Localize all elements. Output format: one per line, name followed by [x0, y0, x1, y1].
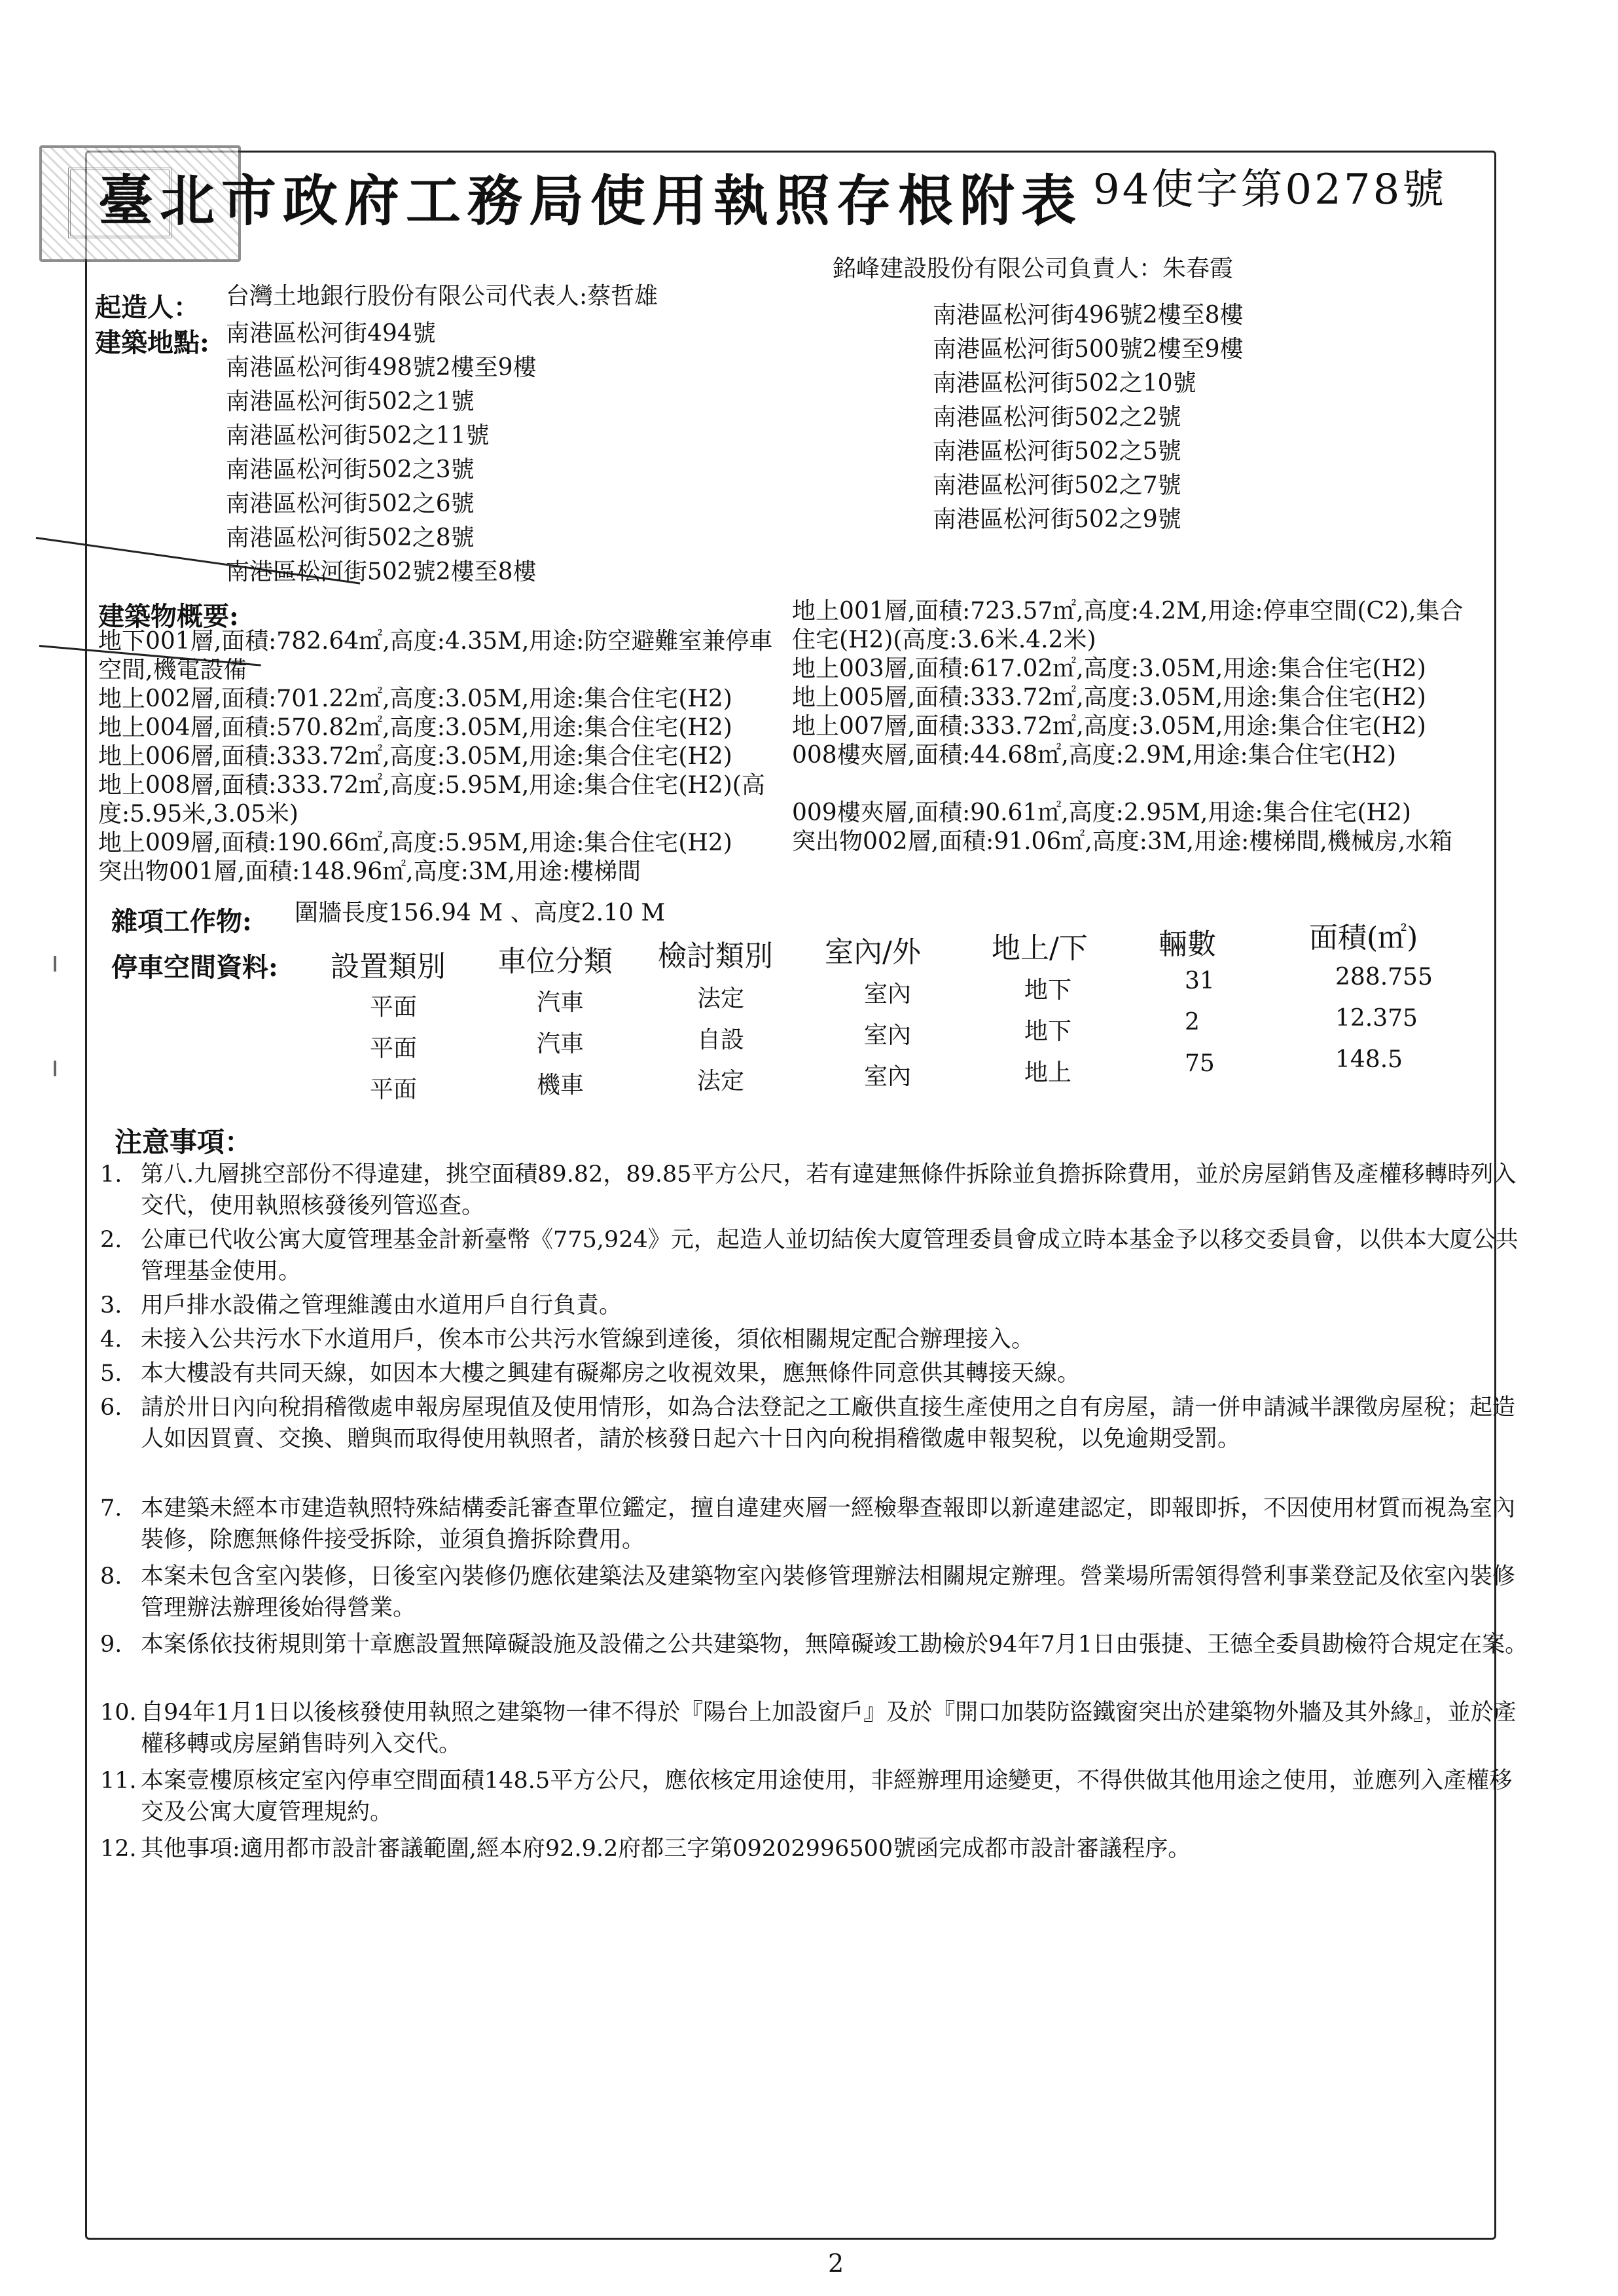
floor-spec: 009樓夾層,面積:90.61㎡,高度:2.95M,用途:集合住宅(H2): [792, 799, 1411, 826]
parking-cell: 地下: [1024, 977, 1072, 1004]
note-number: 2.: [100, 1227, 122, 1253]
note-number: 1.: [100, 1161, 122, 1188]
note-item: [100, 1224, 1535, 1287]
parking-cell: 平面: [370, 994, 418, 1021]
floor-spec: 008樓夾層,面積:44.68㎡,高度:2.9M,用途:集合住宅(H2): [792, 742, 1396, 769]
floor-spec: 地上007層,面積:333.72㎡,高度:3.05M,用途:集合住宅(H2): [792, 713, 1426, 740]
address-item: 南港區松河街502之10號: [933, 370, 1196, 397]
parking-cell: 汽車: [537, 989, 584, 1016]
misc-works-label: 雜項工作物:: [111, 906, 252, 937]
floor-spec: 地上003層,面積:617.02㎡,高度:3.05M,用途:集合住宅(H2): [792, 655, 1426, 682]
note-text: 本建築未經本市建造執照特殊結構委託審查單位鑑定，擅自違建夾層一經檢舉查報即以新違建認定，即報即拆，不因使用材質而視為室內裝修，除應無條件接受拆除，並須負擔拆除費用。: [141, 1495, 1516, 1553]
note-number: 11.: [100, 1768, 137, 1794]
note-number: 8.: [100, 1563, 122, 1590]
note-number: 10.: [100, 1700, 137, 1726]
note-number: 3.: [100, 1292, 122, 1319]
margin-mark: [54, 956, 56, 972]
floor-spec: 地上002層,面積:701.22㎡,高度:3.05M,用途:集合住宅(H2): [98, 685, 732, 712]
parking-header: 車位分類: [497, 945, 613, 978]
address-item: 南港區松河街502之6號: [226, 490, 475, 517]
note-item: [100, 1561, 1535, 1624]
address-item: 南港區松河街502號2樓至8樓: [226, 558, 537, 585]
parking-cell: 平面: [370, 1076, 418, 1103]
builder-name-2: 銘峰建設股份有限公司負責人：朱春霞: [833, 255, 1234, 282]
note-item: [100, 1833, 1535, 1865]
note-text: 公庫已代收公寓大廈管理基金計新臺幣《775,924》元，起造人並切結俟大廈管理委員會成立時本基金予以移交委員會，以供本大廈公共管理基金使用。: [141, 1227, 1519, 1285]
page-title: 臺北市政府工務局使用執照存根附表: [98, 168, 1083, 233]
note-text: 本案未包含室內裝修，日後室內裝修仍應依建築法及建築物室內裝修管理辦法相關規定辦理。營業場所需領得營利事業登記及依室內裝修管理辦法辦理後始得營業。: [141, 1563, 1516, 1621]
note-text: 本案壹樓原核定室內停車空間面積148.5平方公尺，應依核定用途使用，非經辦理用途變更，不得供做其他用途之使用，並應列入產權移交及公寓大廈管理規約。: [141, 1768, 1513, 1825]
parking-cell: 室內: [864, 981, 912, 1008]
parking-cell: 地下: [1024, 1018, 1072, 1045]
floor-spec: 突出物001層,面積:148.96㎡,高度:3M,用途:樓梯間: [98, 858, 641, 885]
builder-label: 起造人：: [95, 292, 200, 323]
floor-spec: 地上008層,面積:333.72㎡,高度:5.95M,用途:集合住宅(H2)(高: [98, 772, 765, 799]
floor-spec: 地下001層,面積:782.64㎡,高度:4.35M,用途:防空避難室兼停車: [98, 628, 773, 655]
margin-mark: [54, 1061, 56, 1076]
note-number: 7.: [100, 1495, 122, 1522]
parking-label: 停車空間資料:: [111, 952, 278, 983]
parking-cell: 自設: [697, 1027, 745, 1053]
address-item: 南港區松河街502之9號: [933, 506, 1181, 533]
page-number: 2: [828, 2249, 844, 2278]
note-item: [100, 1324, 1535, 1355]
note-text: 未接入公共污水下水道用戶，俟本市公共污水管線到達後，須依相關規定配合辦理接入。: [141, 1326, 1035, 1353]
parking-cell: 288.755: [1335, 964, 1433, 991]
note-text: 請於卅日內向稅捐稽徵處申報房屋現值及使用情形，如為合法登記之工廠供直接生產使用之自有房屋，請一併申請減半課徵房屋稅；起造人如因買賣、交換、贈與而取得使用執照者，請於核發日起六十日內向稅捐稽徵處申報契稅，以免逾期受罰。: [141, 1394, 1516, 1452]
address-item: 南港區松河街502之11號: [226, 422, 490, 449]
parking-header: 室內/外: [825, 936, 921, 969]
address-item: 南港區松河街502之7號: [933, 472, 1181, 499]
address-item: 南港區松河街502之2號: [933, 404, 1181, 431]
parking-header: 地上/下: [992, 932, 1088, 965]
parking-cell: 75: [1185, 1050, 1215, 1077]
parking-cell: 法定: [697, 985, 745, 1012]
floor-spec: 地上009層,面積:190.66㎡,高度:5.95M,用途:集合住宅(H2): [98, 829, 732, 856]
note-text: 本大樓設有共同天線，如因本大樓之興建有礙鄰房之收視效果，應無條件同意供其轉接天線。: [141, 1360, 1081, 1387]
note-text: 第八.九層挑空部份不得違建，挑空面積89.82，89.85平方公尺，若有違建無條件拆除並負擔拆除費用，並於房屋銷售及產權移轉時列入交代，使用執照核發後列管巡查。: [141, 1161, 1517, 1219]
note-item: [100, 1493, 1535, 1556]
note-number: 9.: [100, 1631, 122, 1658]
note-item: [100, 1392, 1535, 1455]
overview-left: [98, 627, 772, 886]
address-item: 南港區松河街502之5號: [933, 438, 1181, 465]
site-list-right: [933, 299, 1244, 537]
parking-cell: 12.375: [1335, 1005, 1418, 1032]
notes-label: 注意事項：: [115, 1126, 253, 1158]
floor-spec: 突出物002層,面積:91.06㎡,高度:3M,用途:樓梯間,機械房,水箱: [792, 828, 1453, 855]
note-item: [100, 1697, 1535, 1760]
parking-header: 面積(㎡): [1309, 921, 1418, 955]
address-item: 南港區松河街498號2樓至9樓: [226, 354, 537, 381]
parking-cell: 31: [1185, 968, 1215, 994]
parking-cell: 地上: [1024, 1059, 1072, 1086]
address-item: 南港區松河街496號2樓至8樓: [933, 302, 1244, 329]
parking-header: 輛數: [1159, 928, 1216, 961]
overview-label: 建築物概要:: [98, 601, 239, 632]
note-number: 6.: [100, 1394, 122, 1421]
site-label: 建築地點:: [95, 327, 209, 358]
note-item: [100, 1159, 1535, 1222]
note-item: [100, 1358, 1535, 1389]
floor-spec: 地上004層,面積:570.82㎡,高度:3.05M,用途:集合住宅(H2): [98, 714, 732, 741]
parking-cell: 汽車: [537, 1030, 584, 1057]
note-text: 本案係依技術規則第十章應設置無障礙設施及設備之公共建築物，無障礙竣工勘檢於94年7月1日由張捷、王德全委員勘檢符合規定在案。: [141, 1631, 1528, 1658]
parking-header: 檢討類別: [658, 939, 773, 973]
floor-spec: 空間,機電設備: [98, 657, 247, 683]
floor-spec: 度:5.95米,3.05米): [98, 801, 298, 828]
address-item: 南港區松河街494號: [226, 320, 436, 347]
parking-header: 設置類別: [331, 950, 446, 983]
parking-cell: 機車: [537, 1072, 584, 1099]
note-text: 用戶排水設備之管理維護由水道用戶自行負責。: [141, 1292, 622, 1319]
floor-spec: 地上001層,面積:723.57㎡,高度:4.2M,用途:停車空間(C2),集合: [792, 598, 1464, 625]
note-item: [100, 1765, 1535, 1828]
note-text: 自94年1月1日以後核發使用執照之建築物一律不得於『陽台上加設窗戶』及於『開口加裝防盜鐵窗突出於建築物外牆及其外緣』，並於產權移轉或房屋銷售時列入交代。: [141, 1700, 1517, 1757]
note-item: [100, 1629, 1535, 1660]
permit-number: 94使字第0278號: [1093, 166, 1447, 214]
note-item: [100, 1290, 1535, 1321]
overview-right: [792, 597, 1464, 856]
parking-cell: 平面: [370, 1035, 418, 1062]
builder-name-1: 台灣土地銀行股份有限公司代表人:蔡哲雄: [226, 283, 658, 310]
parking-cell: 室內: [864, 1022, 912, 1049]
floor-spec: 地上006層,面積:333.72㎡,高度:3.05M,用途:集合住宅(H2): [98, 743, 732, 770]
parking-cell: 2: [1185, 1009, 1200, 1036]
address-item: 南港區松河街502之8號: [226, 524, 475, 551]
address-item: 南港區松河街502之1號: [226, 388, 475, 415]
parking-cell: 室內: [864, 1063, 912, 1090]
address-item: 南港區松河街500號2樓至9樓: [933, 336, 1244, 363]
floor-spec: 地上005層,面積:333.72㎡,高度:3.05M,用途:集合住宅(H2): [792, 684, 1426, 711]
parking-cell: 法定: [697, 1068, 745, 1095]
note-number: 12.: [100, 1836, 137, 1862]
parking-cell: 148.5: [1335, 1046, 1403, 1073]
address-item: 南港區松河街502之3號: [226, 456, 475, 483]
floor-spec: 住宅(H2)(高度:3.6米.4.2米): [792, 627, 1096, 653]
note-number: 5.: [100, 1360, 122, 1387]
misc-works-value: 圍牆長度156.94 M 、高度2.10 M: [295, 900, 666, 926]
note-number: 4.: [100, 1326, 122, 1353]
note-text: 其他事項:適用都市設計審議範圍,經本府92.9.2府都三字第09202996500號函完成都市設計審議程序。: [141, 1836, 1191, 1862]
site-list-left: [226, 317, 537, 589]
